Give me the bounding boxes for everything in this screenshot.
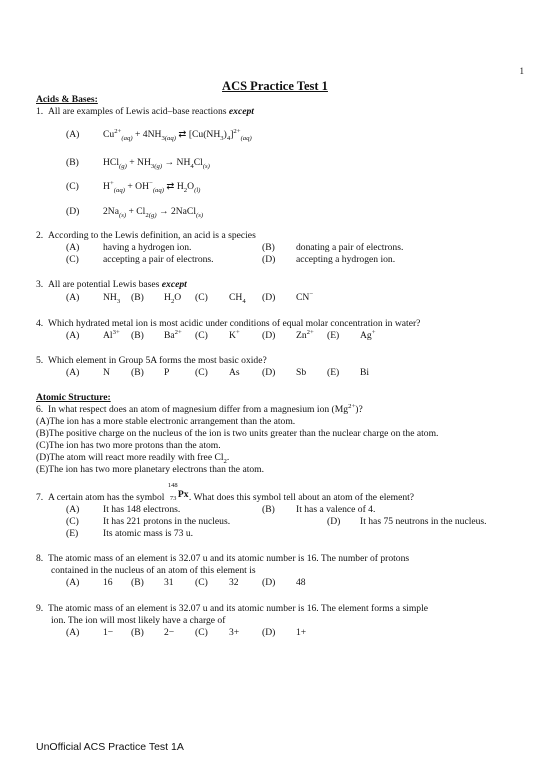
q3-option-c-text: $CH_4$ — [229, 292, 246, 305]
question-3 — [36, 279, 187, 290]
q8-option-d-text: 48 — [296, 577, 306, 588]
q3-option-b-letter: (B) — [131, 292, 144, 303]
q6-option-c: (C)The ion has two more protons than the atom. — [36, 440, 221, 451]
q7-option-d-letter: (D) — [327, 516, 341, 527]
q8-option-c-text: 32 — [229, 577, 239, 588]
question-6 — [36, 404, 363, 415]
atomic-number: 73 — [169, 495, 177, 502]
q6-option-e: (E)The ion has two more planetary electrons than the atom. — [36, 464, 265, 475]
q2-option-d-letter: (D) — [262, 254, 276, 265]
question-emphasis: except — [228, 106, 254, 117]
q6-option-d: (D)The atom will react more readily with free $Cl_2$. — [36, 452, 230, 465]
question-text: In what respect does an atom of magnesium differ from a magnesium ion $(Mg^{2+})$? — [48, 402, 363, 415]
question-8 — [36, 553, 409, 564]
question-text: A certain atom has the symbol — [48, 492, 165, 503]
question-9-line-2: ion. The ion will most likely have a charge of — [51, 615, 226, 626]
q5-option-d-letter: (D) — [262, 367, 276, 378]
page-title: ACS Practice Test 1 — [222, 79, 328, 93]
q7-option-b-text: It has a valence of 4. — [296, 504, 376, 515]
question-7 — [36, 482, 415, 503]
q1-option-a-text: $Cu^{2+}_{(aq)} + 4NH_{3(aq)}$ ⇄ $[Cu(NH_3)_4]^{2+}_{(aq)}$ — [103, 127, 252, 142]
q9-option-c-letter: (C) — [195, 627, 208, 638]
question-emphasis: except — [161, 279, 187, 290]
question-text: According to the Lewis definition, an acid is a species — [48, 230, 256, 241]
question-text: Which hydrated metal ion is most acidic under conditions of equal molar concentration in water? — [48, 318, 421, 329]
q1-option-c-letter: (C) — [66, 181, 79, 192]
question-9 — [36, 603, 428, 614]
q4-option-e-text: Ag+ — [360, 328, 376, 341]
q4-option-b-text: $Ba^{2+}$ — [164, 328, 182, 341]
q3-option-d-text: CN− — [296, 290, 314, 303]
q2-option-b-letter: (B) — [262, 242, 275, 253]
q1-option-d-text: $2Na_{(s)} + Cl_{2(g)}$ → 2NaCl$_{(s)}$ — [103, 206, 204, 219]
question-text: All are potential Lewis bases — [48, 279, 160, 290]
question-number: 9. — [36, 603, 44, 614]
element-symbol: Px — [177, 489, 189, 500]
q8-option-a-letter: (A) — [66, 577, 80, 588]
q8-option-a-text: 16 — [103, 577, 113, 588]
q4-option-d-letter: (D) — [262, 330, 276, 341]
q5-option-a-letter: (A) — [66, 367, 80, 378]
q5-option-b-letter: (B) — [131, 367, 144, 378]
q5-option-e-letter: (E) — [327, 367, 340, 378]
question-8-line-2: contained in the nucleus of an atom of this element is — [51, 565, 256, 576]
q4-option-c-text: K+ — [229, 328, 240, 341]
q3-option-b-text: $H_2O$ — [164, 292, 182, 305]
question-number: 5. — [36, 355, 44, 366]
question-text: The atomic mass of an element is 32.07 u and its atomic number is 16. The element forms a simple — [48, 603, 429, 614]
q3-option-a-text: $NH_3$ — [103, 292, 121, 305]
q2-option-d-text: accepting a hydrogen ion. — [296, 254, 396, 265]
q7-option-e-text: Its atomic mass is 73 u. — [103, 528, 194, 539]
q7-option-d-text: It has 75 neutrons in the nucleus. — [360, 516, 487, 527]
q7-option-c-letter: (C) — [66, 516, 79, 527]
q1-option-a-letter: (A) — [66, 129, 80, 140]
q8-option-b-letter: (B) — [131, 577, 144, 588]
nuclide-symbol — [167, 482, 189, 502]
question-text: The atomic mass of an element is 32.07 u and its atomic number is 16. The number of protons — [48, 553, 410, 564]
q9-option-d-text: 1+ — [296, 627, 307, 638]
q3-option-d-letter: (D) — [262, 292, 276, 303]
q9-option-a-letter: (A) — [66, 627, 80, 638]
question-number: 4. — [36, 318, 44, 329]
question-number: 6. — [36, 404, 44, 415]
section-heading-acids-bases: Acids & Bases: — [36, 94, 98, 105]
question-5 — [36, 355, 267, 366]
q2-option-c-letter: (C) — [66, 254, 79, 265]
q4-option-d-text: $Zn^{2+}$ — [296, 328, 314, 341]
q7-option-b-letter: (B) — [262, 504, 275, 515]
q7-option-a-text: It has 148 electrons. — [103, 504, 181, 515]
q2-option-a-letter: (A) — [66, 242, 80, 253]
q5-option-d-text: Sb — [296, 367, 307, 378]
q5-option-b-text: P — [164, 367, 170, 378]
q7-option-c-text: It has 221 protons in the nucleus. — [103, 516, 231, 527]
q1-option-c-text: $H^+_{(aq)} + OH^-_{(aq)}$ ⇄ $H_2O_{(l)}$ — [103, 179, 201, 194]
question-number: 1. — [36, 106, 44, 117]
q7-option-a-letter: (A) — [66, 504, 80, 515]
q7-option-e-letter: (E) — [66, 528, 79, 539]
q1-option-b-text: $HCl_{(g)} + NH_{3(g)} \to NH_4Cl_{(s)}$ — [103, 157, 210, 170]
question-text: Which element in Group 5A forms the most basic oxide? — [48, 355, 267, 366]
q9-option-a-text: 1− — [103, 627, 114, 638]
q4-option-e-letter: (E) — [327, 330, 340, 341]
q4-option-a-letter: (A) — [66, 330, 80, 341]
q9-option-d-letter: (D) — [262, 627, 276, 638]
q8-option-d-letter: (D) — [262, 577, 276, 588]
q4-option-b-letter: (B) — [131, 330, 144, 341]
mass-number: 148 — [167, 482, 178, 489]
q5-option-c-text: As — [229, 367, 240, 378]
q2-option-b-text: donating a pair of electrons. — [296, 242, 404, 253]
q1-option-d-letter: (D) — [66, 206, 80, 217]
question-number: 2. — [36, 230, 44, 241]
q3-option-a-letter: (A) — [66, 292, 80, 303]
question-number: 7. — [36, 492, 44, 503]
q9-option-b-text: 2− — [164, 627, 175, 638]
section-heading-atomic-structure: Atomic Structure: — [36, 392, 111, 403]
question-1 — [36, 106, 254, 117]
question-number: 8. — [36, 553, 44, 564]
q3-option-c-letter: (C) — [195, 292, 208, 303]
question-text: All are examples of Lewis acid–base reactions — [48, 106, 227, 117]
q1-option-b-letter: (B) — [66, 157, 79, 168]
q9-option-b-letter: (B) — [131, 627, 144, 638]
q5-option-e-text: Bi — [360, 367, 370, 378]
question-text-after: . What does this symbol tell about an atom of the element? — [188, 492, 415, 503]
q9-option-c-text: 3+ — [229, 627, 240, 638]
q5-option-a-text: N — [103, 367, 110, 378]
q2-option-c-text: accepting a pair of electrons. — [103, 254, 214, 265]
q4-option-a-text: $Al^{3+}$ — [103, 328, 120, 341]
question-number: 3. — [36, 279, 44, 290]
page-footer: UnOfficial ACS Practice Test 1A — [36, 741, 184, 753]
q5-option-c-letter: (C) — [195, 367, 208, 378]
q6-option-b: (B)The positive charge on the nucleus of the ion is two units greater than the nuclear charge on the atom. — [36, 428, 439, 439]
q8-option-b-text: 31 — [164, 577, 174, 588]
question-2 — [36, 230, 256, 241]
q2-option-a-text: having a hydrogen ion. — [103, 242, 192, 253]
q6-option-a: (A)The ion has a more stable electronic arrangement than the atom. — [36, 416, 296, 427]
page-number: 1 — [519, 66, 524, 76]
q4-option-c-letter: (C) — [195, 330, 208, 341]
q8-option-c-letter: (C) — [195, 577, 208, 588]
question-4 — [36, 318, 420, 329]
